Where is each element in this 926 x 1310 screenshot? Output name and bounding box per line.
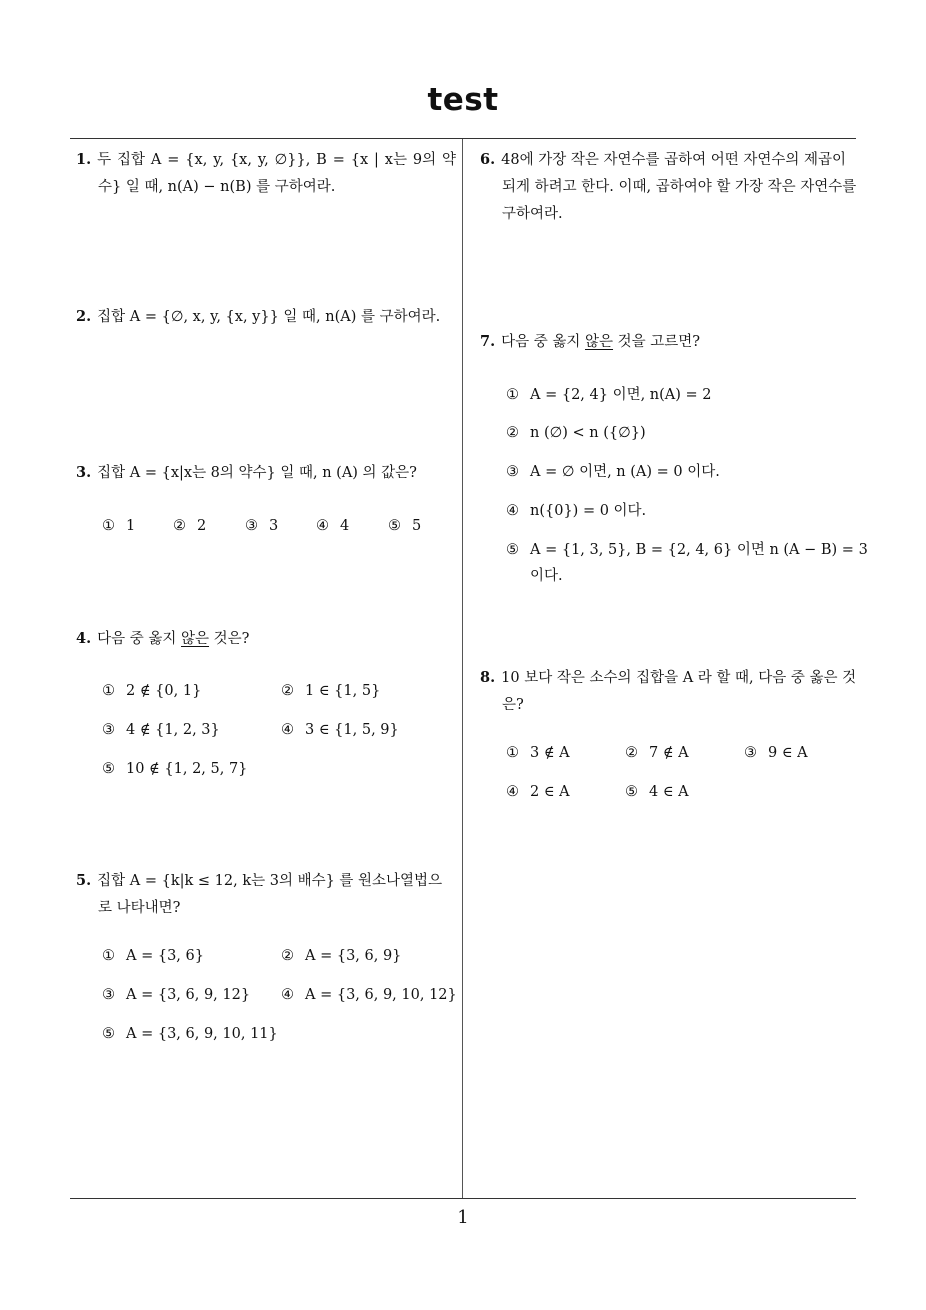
question-8	[480, 664, 860, 719]
option-text: n (∅) < n ({∅})	[530, 425, 646, 441]
question-number: 7.	[480, 333, 496, 350]
option-text: A = {3, 6, 9, 10, 11}	[126, 1026, 278, 1042]
question-text: 두 집합 A = {x, y, {x, y, ∅}}, B = {x | x는 9의 약수} 일 때, n(A) − n(B) 를 구하여라.	[97, 152, 456, 195]
column-divider	[462, 139, 463, 1199]
option-text: A = {1, 3, 5}, B = {2, 4, 6} 이면 n (A − B) = 3 이다.	[530, 542, 868, 584]
option-3[interactable]	[102, 719, 220, 741]
option-text: 3 ∈ {1, 5, 9}	[305, 722, 399, 738]
option-marker: ⑤	[102, 1026, 115, 1042]
page-number: 1	[457, 1207, 469, 1228]
option-marker: ①	[102, 683, 115, 699]
question-number: 6.	[480, 151, 496, 168]
question-text: 48에 가장 작은 자연수를 곱하여 어떤 자연수의 제곱이 되게 하려고 한다. 이때, 곱하여야 할 가장 작은 자연수를 구하여라.	[501, 152, 857, 222]
option-text: 4 ∈ A	[649, 784, 689, 800]
option-2[interactable]	[281, 945, 401, 967]
option-text: A = {3, 6, 9, 10, 12}	[305, 987, 457, 1003]
option-4[interactable]	[281, 719, 399, 741]
question-text: 집합 A = {x|x는 8의 약수} 일 때, n (A) 의 값은?	[97, 465, 417, 481]
question-number: 3.	[76, 464, 92, 481]
option-marker: ②	[173, 518, 186, 534]
underlined-keyword: 않은	[181, 631, 210, 647]
option-5[interactable]	[506, 537, 875, 589]
question-number: 2.	[76, 308, 92, 325]
question-7	[480, 328, 860, 356]
option-5[interactable]	[625, 781, 689, 803]
option-marker: ⑤	[625, 784, 638, 800]
question-5	[76, 867, 456, 922]
question-text-end: 것은?	[209, 631, 250, 647]
question-text: 다음 중 옳지	[501, 334, 586, 350]
option-4[interactable]	[506, 781, 570, 803]
option-text: A = {3, 6, 9}	[305, 948, 402, 964]
option-text: 5	[412, 518, 422, 534]
question-text: 집합 A = {∅, x, y, {x, y}} 일 때, n(A) 를 구하여라.	[97, 309, 441, 325]
question-text: 다음 중 옳지	[97, 631, 182, 647]
option-marker: ③	[102, 722, 115, 738]
option-marker: ④	[281, 722, 294, 738]
question-number: 1.	[76, 151, 92, 168]
option-marker: ⑤	[102, 761, 115, 777]
option-4[interactable]	[316, 515, 349, 537]
option-marker: ③	[245, 518, 258, 534]
bottom-rule	[70, 1198, 856, 1199]
question-text: 10 보다 작은 소수의 집합을 A 라 할 때, 다음 중 옳은 것은?	[501, 670, 857, 713]
option-marker: ⑤	[388, 518, 401, 534]
option-text: 4	[340, 518, 350, 534]
option-marker: ①	[506, 745, 519, 761]
option-marker: ③	[102, 987, 115, 1003]
option-text: 4 ∉ {1, 2, 3}	[126, 722, 220, 738]
option-3[interactable]	[102, 984, 250, 1006]
question-3	[76, 459, 456, 487]
option-marker: ④	[281, 987, 294, 1003]
option-3[interactable]	[506, 461, 720, 483]
option-3[interactable]	[744, 742, 808, 764]
question-text-end: 것을 고르면?	[613, 334, 701, 350]
option-5[interactable]	[102, 758, 247, 780]
option-marker: ③	[744, 745, 757, 761]
option-text: 2	[197, 518, 207, 534]
option-text: A = {2, 4} 이면, n(A) = 2	[530, 387, 712, 403]
option-marker: ⑤	[506, 542, 519, 558]
option-marker: ④	[506, 784, 519, 800]
option-text: 3	[269, 518, 279, 534]
option-text: n({0}) = 0 이다.	[530, 503, 647, 519]
option-text: A = ∅ 이면, n (A) = 0 이다.	[530, 464, 720, 480]
underlined-keyword: 않은	[585, 334, 614, 350]
question-1	[76, 146, 456, 201]
question-text: 집합 A = {k|k ≤ 12, k는 3의 배수} 를 원소나열법으로 나타내면?	[97, 873, 443, 916]
option-text: 2 ∉ {0, 1}	[126, 683, 202, 699]
option-2[interactable]	[625, 742, 689, 764]
option-text: 1 ∈ {1, 5}	[305, 683, 381, 699]
option-1[interactable]	[102, 945, 204, 967]
option-marker: ①	[102, 518, 115, 534]
option-5[interactable]	[388, 515, 421, 537]
option-text: A = {3, 6, 9, 12}	[126, 987, 251, 1003]
question-number: 5.	[76, 872, 92, 889]
option-1[interactable]	[102, 680, 201, 702]
page-title: test	[427, 82, 499, 118]
question-number: 4.	[76, 630, 92, 647]
question-number: 8.	[480, 669, 496, 686]
option-2[interactable]	[281, 680, 380, 702]
option-text: 2 ∈ A	[530, 784, 570, 800]
option-4[interactable]	[281, 984, 457, 1006]
option-marker: ④	[506, 503, 519, 519]
option-marker: ②	[281, 948, 294, 964]
option-2[interactable]	[506, 422, 646, 444]
option-1[interactable]	[506, 384, 712, 406]
option-4[interactable]	[506, 500, 646, 522]
option-marker: ②	[625, 745, 638, 761]
question-4	[76, 625, 456, 653]
option-text: 10 ∉ {1, 2, 5, 7}	[126, 761, 248, 777]
option-marker: ①	[102, 948, 115, 964]
option-1[interactable]	[102, 515, 135, 537]
option-text: 3 ∉ A	[530, 745, 570, 761]
option-marker: ①	[506, 387, 519, 403]
option-marker: ③	[506, 464, 519, 480]
option-3[interactable]	[245, 515, 278, 537]
option-marker: ②	[281, 683, 294, 699]
option-marker: ④	[316, 518, 329, 534]
option-text: 1	[126, 518, 136, 534]
option-2[interactable]	[173, 515, 206, 537]
option-1[interactable]	[506, 742, 570, 764]
option-marker: ②	[506, 425, 519, 441]
option-text: 9 ∈ A	[768, 745, 808, 761]
option-text: 7 ∉ A	[649, 745, 689, 761]
question-6	[480, 146, 860, 228]
option-5[interactable]	[102, 1023, 278, 1045]
option-text: A = {3, 6}	[126, 948, 204, 964]
question-2	[76, 303, 456, 331]
